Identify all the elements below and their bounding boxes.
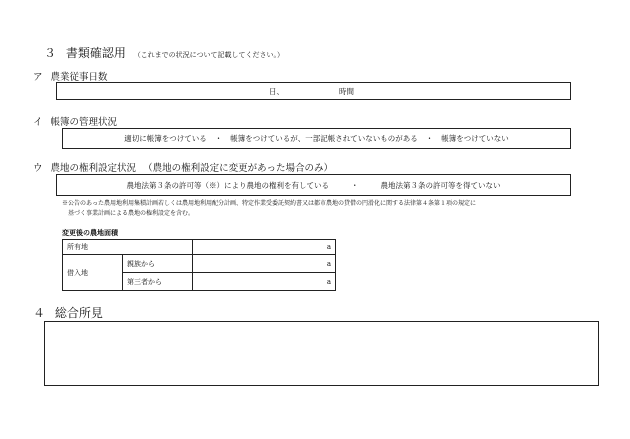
section4-heading <box>33 304 103 321</box>
land-rights-options <box>56 174 571 196</box>
from-relatives-unit: a <box>326 259 331 268</box>
item-a-marker: ア <box>33 72 43 83</box>
table-row <box>63 255 336 273</box>
ledger-separator-2: ・ <box>425 134 434 143</box>
ledger-separator-1: ・ <box>214 134 223 143</box>
item-i-title: 帳簿の管理状況 <box>50 117 118 128</box>
hours-unit-label: 時間 <box>339 87 354 96</box>
ledger-option-proper[interactable]: 適切に帳簿をつけている <box>124 134 207 143</box>
item-i-marker: イ <box>33 117 43 128</box>
item-i-heading <box>33 114 117 128</box>
ledger-options <box>62 128 571 149</box>
footnote <box>62 199 476 218</box>
section3-note: （これまでの状況について記載してください。） <box>133 51 285 59</box>
section4-number: ４ <box>33 306 46 320</box>
footnote-line-1: ※公告のあった農用地利用集積計画若しくは農用地利用配分計画、特定作業受委託契約書又は都市農地の貸借の円滑化に関する法律第４条第１項の規定に <box>62 200 476 207</box>
section3-title: 書類確認用 <box>65 46 126 60</box>
from-relatives-label: 親族から <box>123 255 193 273</box>
item-u-condition: （農地の権利設定に変更があった場合のみ） <box>143 163 333 174</box>
item-u-heading <box>33 160 333 174</box>
overall-comments-field[interactable] <box>44 321 599 386</box>
from-third-party-area-field[interactable] <box>193 273 336 291</box>
section3-heading <box>44 44 284 61</box>
land-rights-option-not-permitted[interactable]: 農地法第３条の許可等を得ていない <box>380 180 501 190</box>
land-rights-separator: ・ <box>351 180 359 190</box>
area-table-caption: 変更後の農地面積 <box>62 228 118 237</box>
owned-land-label: 所有地 <box>63 240 193 255</box>
leased-land-label: 借入地 <box>63 255 123 291</box>
item-u-title: 農地の権利設定状況 <box>50 163 137 174</box>
ledger-option-none[interactable]: 帳簿をつけていない <box>441 134 509 143</box>
ledger-option-partial[interactable]: 帳簿をつけているが、一部記帳されていないものがある <box>230 134 418 143</box>
item-a-title: 農業従事日数 <box>50 72 108 83</box>
farmland-area-table <box>62 239 336 291</box>
owned-land-unit: a <box>326 243 331 251</box>
from-relatives-area-field[interactable] <box>193 255 336 273</box>
land-rights-option-permitted[interactable]: 農地法第３条の許可等（※）により農地の権利を有している <box>126 180 329 190</box>
days-unit-label: 日、 <box>269 87 284 96</box>
section3-number: ３ <box>44 46 57 60</box>
item-a-heading <box>33 69 108 83</box>
from-third-party-unit: a <box>326 277 331 286</box>
table-row <box>63 240 336 255</box>
work-days-field[interactable] <box>56 82 571 100</box>
owned-land-area-field[interactable] <box>193 240 336 255</box>
from-third-party-label: 第三者から <box>123 273 193 291</box>
item-u-marker: ウ <box>33 163 43 174</box>
section4-title: 総合所見 <box>54 306 103 320</box>
footnote-line-2: 基づく事業計画による農地の権利設定を含む。 <box>68 209 195 217</box>
